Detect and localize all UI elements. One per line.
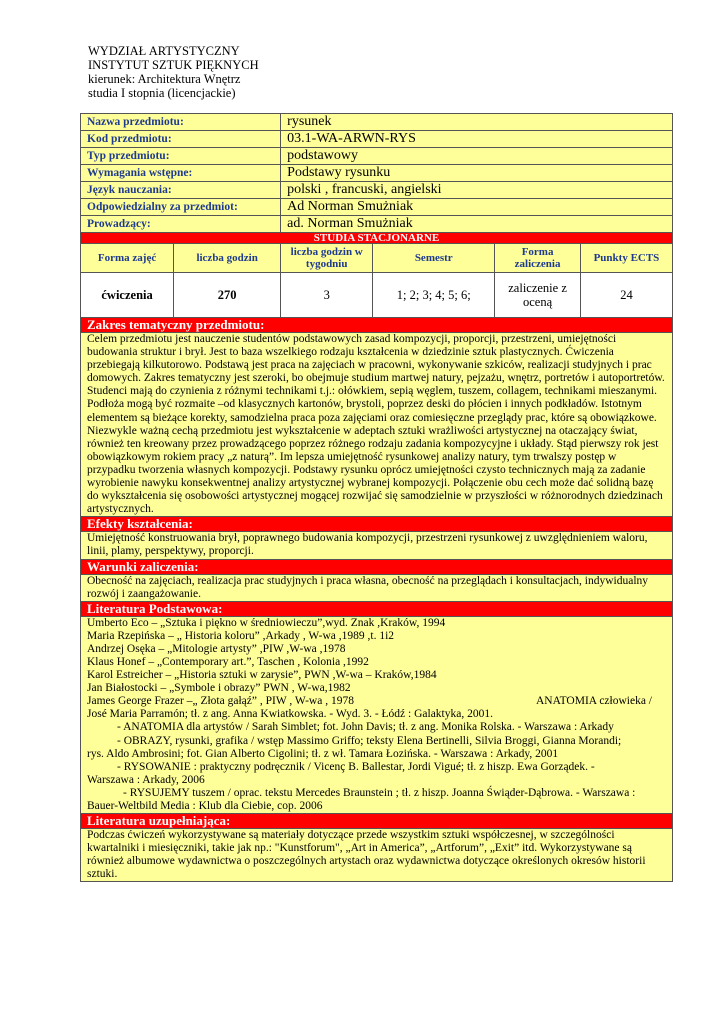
info-label: Prowadzący: [81,216,281,233]
literature-item: - RYSOWANIE : praktyczny podręcznik / Vicenç B. Ballestar, Jordi Vigué; tł. z hiszp. Ewa Gorządek. - [117,760,595,773]
section-text-scope: Celem przedmiotu jest nauczenie studentów podstawowych zasad kompozycji, proporcji, przestrzeni, umiejętności budowania struktur i brył. Jest to baza wszelkiego rodzaju kształcenia w dziedzinie sztuk plastycznych. Ćwiczenia przebiegają kilkutorowo. Podstawą jest praca na zajęciach w pracowni, wykonywanie szkiców, realizacji studyjnych i prac domowych. Zakres tematyczny jest szeroki, bo obejmuje studium martwej natury, pejzażu, wnętrz, portretów i autoportretów. Studenci mają do czynienia z różnymi technikami t.j.: ołówkiem, sepią węglem, tuszem, collagem, technikami mieszanymi. Podłoża mogą być rozmaite –od klasycznych kartonów, brystoli, poprzez deski do płócien i innych podkładów. Istotnym elementem są bieżące korekty, samodzielna praca poza zajęciami oraz comiesięczne przeglądy prac, które są obowiązkowe. Niezwykle ważną cechą przedmiotu jest wykształcenie w adeptach sztuki wrażliwości artystycznej na otaczający świat, również ten kreowany przez prowadzącego poprzez różnego rodzaju zadania kompozycyjne i układy. Stąd pierwszy rok jest obowiązkowym rokiem pracy „z naturą”. Im lepsza umiejętność rysunkowej analizy natury, tym trwalszy postęp w przypadku tworzenia własnych kompozycji. Podstawy rysunku oprócz umiejętności czysto technicznych mają za zadanie wyrobienie nawyku konsekwentnej analizy artystycznej wybranej kompozycji. Połączenie obu cech może dać solidną bazę do wykształcenia się osobowości artystycznej mogącej rozwijać się samodzielnie w przyszłości w różnorodnych dziedzinach artystycznych. [81,333,673,517]
info-value: Ad Norman Smużniak [281,199,673,216]
section-title-scope: Zakres tematyczny przedmiotu: [81,318,673,333]
cell-hours: 270 [174,273,281,318]
info-row-subject-type [81,148,673,165]
info-row-subject-code [81,131,673,148]
info-label: Kod przedmiotu: [81,131,281,148]
info-label: Nazwa przedmiotu: [81,114,281,131]
literature-item: - OBRAZY, rysunki, grafika / wstęp Massimo Griffo; teksty Elena Bertinelli, Silvia Broggi, Gianna Morandi; [117,734,622,747]
literature-item: Umberto Eco – „Sztuka i piękno w średniowieczu”,wyd. Znak ,Kraków, 1994 [87,616,446,629]
column-header-form: Forma zajęć [81,244,174,273]
section-body-row [81,574,673,601]
course-table-header [81,244,673,273]
section-body-row [81,829,673,882]
section-body-row [81,333,673,517]
study-mode-label: STUDIA STACJONARNE [81,233,673,244]
info-value: Podstawy rysunku [281,165,673,182]
column-header-ects: Punkty ECTS [580,244,672,273]
literature-item: - ANATOMIA dla artystów / Sarah Simblet; fot. John Davis; tł. z ang. Monika Rolska. - Warszawa : Arkady [117,721,614,734]
info-value: 03.1-WA-ARWN-RYS [281,131,673,148]
section-title-outcomes: Efekty kształcenia: [81,517,673,532]
cell-weekly-hours: 3 [281,273,373,318]
section-title-row [81,559,673,574]
section-text-outcomes: Umiejętność konstruowania brył, poprawnego budowania kompozycji, przestrzeni rysunkowej z uwzględnieniem waloru, linii, plamy, perspektywy, proporcji. [81,532,673,559]
course-table-row [81,273,673,318]
info-row-subject-name [81,114,673,131]
cell-ects: 24 [580,273,672,318]
literature-list [81,616,673,813]
literature-item: Jan Białostocki – „Symbole i obrazy” PWN , W-wa,1982 [87,682,351,695]
info-row-responsible [81,199,673,216]
literature-item: - RYSUJEMY tuszem / oprac. tekstu Mercedes Braunstein ; tł. z hiszp. Joanna Świąder-Dąbrowa. - Warszawa : [123,786,636,799]
literature-item-row [87,695,666,708]
literature-item: Bauer-Weltbild Media : Klub dla Ciebie, cop. 2006 [87,800,323,812]
literature-item: Andrzej Osęka – „Mitologie artysty” ,PIW ,W-wa ,1978 [87,642,346,655]
section-title-row [81,318,673,333]
column-header-weekly-hours: liczba godzin w tygodniu [281,244,373,273]
field-of-study: kierunek: Architektura Wnętrz [88,72,241,86]
institute-name: INSTYTUT SZTUK PIĘKNYCH [88,58,259,72]
column-header-hours: liczba godzin [174,244,281,273]
info-label: Język nauczania: [81,182,281,199]
section-body-row [81,616,673,813]
info-value: podstawowy [281,148,673,165]
literature-item: José Maria Parramón; tł. z ang. Anna Kwiatkowska. - Wyd. 3. - Łódź : Galaktyka, 2001. [87,708,493,721]
literature-item: Warszawa : Arkady, 2006 [87,773,205,786]
cell-semester: 1; 2; 3; 4; 5; 6; [373,273,495,318]
cell-credit-form: zaliczenie z oceną [495,273,581,318]
column-header-credit-form: Forma zaliczenia [495,244,581,273]
info-row-language [81,182,673,199]
literature-item: James George Frazer –„ Złota gałąź” , PIW , W-wa , 1978 [87,695,354,708]
section-text-supplementary: Podczas ćwiczeń wykorzystywane są materiały dotyczące przede wszystkim sztuki współczesnej, w szczególności kwartalniki i miesięczniki, takie jak np.: "Kunstforum", „Art in America”, „Artforum”, „Exit” itd. Wykorzystywane są również albumowe wydawnictwa o poszczególnych artystach oraz wydawnictwa dotyczące określonych okresów historii sztuki. [81,829,673,882]
info-row-prerequisites [81,165,673,182]
study-mode-band [81,233,673,244]
literature-item: Klaus Honef – „Contemporary art.”, Taschen , Kolonia ,1992 [87,655,369,668]
literature-item: Karol Estreicher – „Historia sztuki w zarysie”, PWN ,W-wa – Kraków,1984 [87,669,437,682]
column-header-semester: Semestr [373,244,495,273]
literature-item: rys. Aldo Ambrosini; fot. Gian Alberto Cigolini; tł. z wł. Tamara Łozińska. - Warszawa : Arkady, 2001 [87,747,559,760]
section-title-row [81,517,673,532]
study-level: studia I stopnia (licencjackie) [88,86,236,100]
info-label: Wymagania wstępne: [81,165,281,182]
info-label: Odpowiedzialny za przedmiot: [81,199,281,216]
section-title-literature: Literatura Podstawowa: [81,601,673,616]
info-value: ad. Norman Smużniak [281,216,673,233]
section-title-conditions: Warunki zaliczenia: [81,559,673,574]
info-label: Typ przedmiotu: [81,148,281,165]
section-title-row [81,601,673,616]
syllabus-table [80,113,673,882]
info-row-instructor [81,216,673,233]
literature-item: Maria Rzepińska – „ Historia koloru” ,Arkady , W-wa ,1989 ,t. 1i2 [87,629,395,642]
section-text-conditions: Obecność na zajęciach, realizacja prac studyjnych i praca własna, obecność na przeglądach i konsultacjach, indywidualny rozwój i zaangażowanie. [81,574,673,601]
section-title-supplementary: Literatura uzupełniająca: [81,814,673,829]
section-body-row [81,532,673,559]
info-value: rysunek [281,114,673,131]
cell-form: ćwiczenia [81,273,174,318]
info-value: polski , francuski, angielski [281,182,673,199]
literature-item: ANATOMIA człowieka / [535,695,652,708]
document-header [88,44,259,100]
faculty-name: WYDZIAŁ ARTYSTYCZNY [88,44,240,58]
section-title-row [81,814,673,829]
